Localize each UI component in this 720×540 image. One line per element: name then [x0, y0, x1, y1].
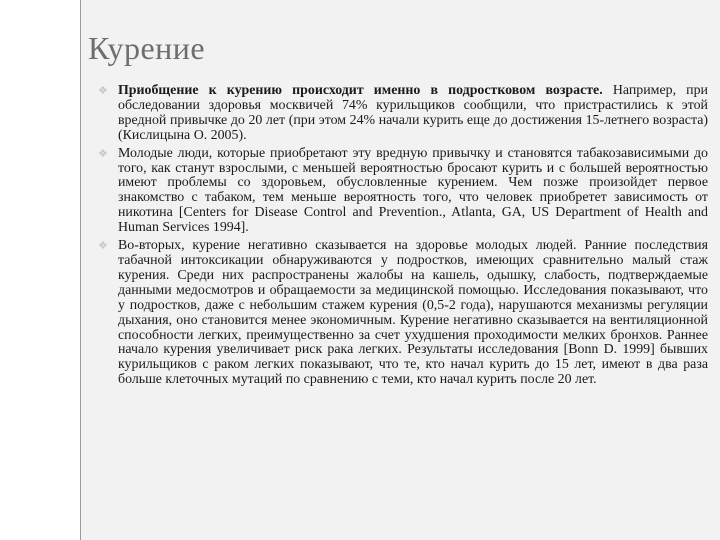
bullet-item	[96, 239, 708, 388]
slide-title: Курение	[88, 30, 206, 66]
bullet-list	[96, 84, 708, 388]
left-margin-band	[0, 0, 80, 540]
diamond-bullet-icon: ❖	[98, 240, 108, 253]
bullet-text: Например, при обследовании здоровья москвичей 74% курильщиков сообщили, что пристрастились к этой вредной привычке до 20 лет (при этом 24% начали курить еще до достижения 15-летнего возраста) (Кислицына О. 2005).	[118, 83, 708, 143]
bullet-text: Во-вторых, курение негативно сказывается на здоровье молодых людей. Ранние последствия табачной интоксикации обнаруживаются у подростков, имеющих сравнительно малый стаж курения. Среди них распространены жалобы на кашель, одышку, слабость, подтверждаемые данными медосмотров и обращаемости за медицинской помощью. Исследования показывают, что у подростков, даже с небольшим стажем курения (0,5-2 года), нарушаются механизмы регуляции дыхания, оно становится менее экономичным. Курение негативно сказывается на вентиляционной способности легких, преимущественно за счет ухудшения проходимости мелких бронхов. Раннее начало курения увеличивает риск рака легких. Результаты исследования [Bonn D. 1999] бывших курильщиков с раком легких показывают, что те, кто начал курить до 15 лет, имеют в два раза больше клеточных мутаций по сравнению с теми, кто начал курить после 20 лет.	[118, 238, 708, 388]
bullet-item	[96, 84, 708, 144]
bullet-text: Молодые люди, которые приобретают эту вредную привычку и становятся табакозависимыми до того, как станут взрослыми, с меньшей вероятностью бросают курить и с большей вероятностью имеют проблемы со здоровьем, обусловленные курением. Чем позже произойдет первое знакомство с табаком, тем меньше вероятность того, что человек приобретет зависимость от никотина [Centers for Disease Control and Prevention., Atlanta, GA, US Department of Health and Human Services 1994].	[118, 145, 708, 236]
diamond-bullet-icon: ❖	[98, 147, 108, 160]
bullet-item	[96, 147, 708, 236]
diamond-bullet-icon: ❖	[98, 85, 108, 97]
bullet-lead: Приобщение к курению происходит именно в подростковом возрасте.	[118, 83, 603, 98]
